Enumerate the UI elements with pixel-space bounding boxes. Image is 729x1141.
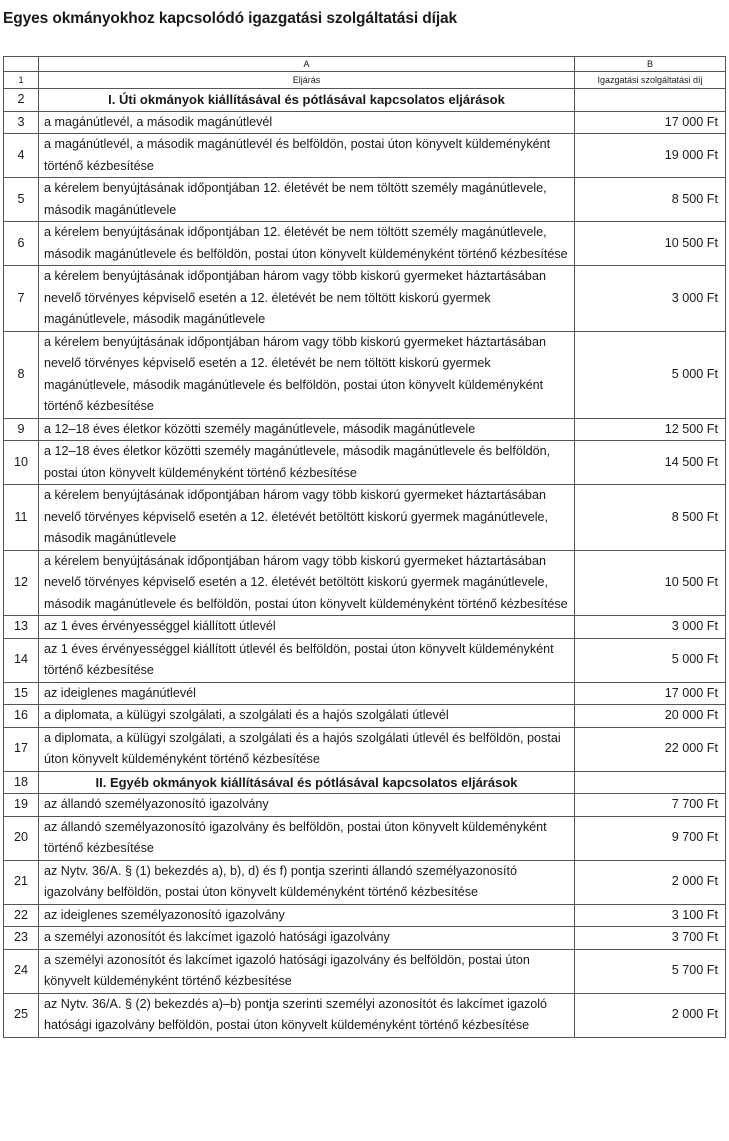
fee-cell: 3 000 Ft — [575, 616, 726, 639]
table-row — [4, 705, 726, 728]
row-number: 16 — [4, 705, 39, 728]
table-row — [4, 927, 726, 950]
fee-cell: 20 000 Ft — [575, 705, 726, 728]
table-row — [4, 550, 726, 616]
table-row — [4, 111, 726, 134]
row-number: 11 — [4, 485, 39, 551]
row-number: 9 — [4, 418, 39, 441]
procedure-cell: a személyi azonosítót és lakcímet igazoló hatósági igazolvány és belföldön, postai úton könyvelt küldeményként történő kézbesítése — [39, 949, 575, 993]
row-number: 14 — [4, 638, 39, 682]
row-number: 13 — [4, 616, 39, 639]
procedure-cell: az 1 éves érvényességgel kiállított útlevél — [39, 616, 575, 639]
row-number: 20 — [4, 816, 39, 860]
fee-cell: 7 700 Ft — [575, 794, 726, 817]
row-number: 18 — [4, 771, 39, 794]
table-row — [4, 485, 726, 551]
fee-cell: 5 700 Ft — [575, 949, 726, 993]
row-number: 2 — [4, 89, 39, 112]
fee-cell: 3 700 Ft — [575, 927, 726, 950]
table-row — [4, 266, 726, 332]
row-number: 17 — [4, 727, 39, 771]
procedure-cell: a kérelem benyújtásának időpontjában 12. életévét be nem töltött személy magánútlevele, második magánútlevele — [39, 178, 575, 222]
procedure-cell: a személyi azonosítót és lakcímet igazoló hatósági igazolvány — [39, 927, 575, 950]
fee-cell: 2 000 Ft — [575, 993, 726, 1037]
procedure-cell: a kérelem benyújtásának időpontjában három vagy több kiskorú gyermeket háztartásában nevelő törvényes képviselő esetén a 12. életévét be nem töltött kiskorú gyermek magánútlevele, második magánútlevele — [39, 266, 575, 332]
row-number: 15 — [4, 682, 39, 705]
table-row — [4, 616, 726, 639]
column-letter-b: B — [575, 57, 726, 72]
fee-cell: 17 000 Ft — [575, 682, 726, 705]
table-row — [4, 418, 726, 441]
fee-cell: 10 500 Ft — [575, 222, 726, 266]
table-row — [4, 178, 726, 222]
table-row — [4, 331, 726, 418]
procedure-cell: a magánútlevél, a második magánútlevél és belföldön, postai úton könyvelt küldeményként történő kézbesítése — [39, 134, 575, 178]
fee-cell: 5 000 Ft — [575, 331, 726, 418]
fee-cell: 17 000 Ft — [575, 111, 726, 134]
table-row — [4, 727, 726, 771]
procedure-cell: az 1 éves érvényességgel kiállított útlevél és belföldön, postai úton könyvelt küldeményként történő kézbesítése — [39, 638, 575, 682]
procedure-cell: II. Egyéb okmányok kiállításával és pótlásával kapcsolatos eljárások — [39, 771, 575, 794]
table-row — [4, 441, 726, 485]
table-row — [4, 134, 726, 178]
section-row — [4, 771, 726, 794]
row-number: 23 — [4, 927, 39, 950]
fee-cell: 8 500 Ft — [575, 485, 726, 551]
table-row — [4, 682, 726, 705]
procedure-cell: a diplomata, a külügyi szolgálati, a szolgálati és a hajós szolgálati útlevél és belföldön, postai úton könyvelt küldeményként történő kézbesítése — [39, 727, 575, 771]
table-row — [4, 860, 726, 904]
procedure-cell: a 12–18 éves életkor közötti személy magánútlevele, második magánútlevele — [39, 418, 575, 441]
section-row — [4, 89, 726, 112]
procedure-cell: a diplomata, a külügyi szolgálati, a szolgálati és a hajós szolgálati útlevél — [39, 705, 575, 728]
header-row-number: 1 — [4, 72, 39, 89]
header-procedure: Eljárás — [39, 72, 575, 89]
fee-cell: 9 700 Ft — [575, 816, 726, 860]
row-number: 22 — [4, 904, 39, 927]
fee-cell: 12 500 Ft — [575, 418, 726, 441]
column-letter-a: A — [39, 57, 575, 72]
header-row — [4, 72, 726, 89]
fee-table — [3, 56, 726, 1038]
row-number: 25 — [4, 993, 39, 1037]
procedure-cell: az Nytv. 36/A. § (1) bekezdés a), b), d) és f) pontja szerinti állandó személyazonosító igazolvány belföldön, postai úton könyvelt küldeményként történő kézbesítése — [39, 860, 575, 904]
row-number: 19 — [4, 794, 39, 817]
procedure-cell: a magánútlevél, a második magánútlevél — [39, 111, 575, 134]
fee-cell: 14 500 Ft — [575, 441, 726, 485]
procedure-cell: I. Úti okmányok kiállításával és pótlásával kapcsolatos eljárások — [39, 89, 575, 112]
fee-cell: 3 100 Ft — [575, 904, 726, 927]
procedure-cell: az állandó személyazonosító igazolvány és belföldön, postai úton könyvelt küldeményként történő kézbesítése — [39, 816, 575, 860]
fee-cell: 22 000 Ft — [575, 727, 726, 771]
fee-cell: 3 000 Ft — [575, 266, 726, 332]
procedure-cell: a kérelem benyújtásának időpontjában három vagy több kiskorú gyermeket háztartásában nevelő törvényes képviselő esetén a 12. életévét be nem töltött kiskorú gyermek magánútlevele, második magánútlevele és belföldön, postai úton könyvelt küldeményként történő kézbesítése — [39, 331, 575, 418]
table-row — [4, 222, 726, 266]
procedure-cell: a 12–18 éves életkor közötti személy magánútlevele, második magánútlevele és belföldön, postai úton könyvelt küldeményként történő kézbesítése — [39, 441, 575, 485]
procedure-cell: az állandó személyazonosító igazolvány — [39, 794, 575, 817]
row-number: 5 — [4, 178, 39, 222]
fee-cell: 19 000 Ft — [575, 134, 726, 178]
table-row — [4, 816, 726, 860]
row-number: 8 — [4, 331, 39, 418]
fee-cell: 5 000 Ft — [575, 638, 726, 682]
row-number: 4 — [4, 134, 39, 178]
row-number: 21 — [4, 860, 39, 904]
column-letter-row — [4, 57, 726, 72]
procedure-cell: az ideiglenes magánútlevél — [39, 682, 575, 705]
corner-cell — [4, 57, 39, 72]
page-title: Egyes okmányokhoz kapcsolódó igazgatási szolgáltatási díjak — [3, 10, 458, 27]
fee-cell — [575, 771, 726, 794]
fee-cell — [575, 89, 726, 112]
table-row — [4, 993, 726, 1037]
row-number: 3 — [4, 111, 39, 134]
row-number: 24 — [4, 949, 39, 993]
fee-cell: 8 500 Ft — [575, 178, 726, 222]
procedure-cell: a kérelem benyújtásának időpontjában három vagy több kiskorú gyermeket háztartásában nevelő törvényes képviselő esetén a 12. életévét betöltött kiskorú gyermek magánútlevele, második magánútlevele — [39, 485, 575, 551]
row-number: 6 — [4, 222, 39, 266]
fee-cell: 10 500 Ft — [575, 550, 726, 616]
row-number: 7 — [4, 266, 39, 332]
table-row — [4, 904, 726, 927]
table-row — [4, 794, 726, 817]
procedure-cell: az ideiglenes személyazonosító igazolvány — [39, 904, 575, 927]
header-fee: Igazgatási szolgáltatási díj — [575, 72, 726, 89]
procedure-cell: a kérelem benyújtásának időpontjában három vagy több kiskorú gyermeket háztartásában nevelő törvényes képviselő esetén a 12. életévét betöltött kiskorú gyermek magánútlevele, második magánútlevele és belföldön, postai úton könyvelt küldeményként történő kézbesítése — [39, 550, 575, 616]
row-number: 10 — [4, 441, 39, 485]
fee-cell: 2 000 Ft — [575, 860, 726, 904]
fee-table-body — [4, 57, 726, 1038]
row-number: 12 — [4, 550, 39, 616]
table-row — [4, 949, 726, 993]
table-row — [4, 638, 726, 682]
procedure-cell: a kérelem benyújtásának időpontjában 12. életévét be nem töltött személy magánútlevele, második magánútlevele és belföldön, postai úton könyvelt küldeményként történő kézbesítése — [39, 222, 575, 266]
procedure-cell: az Nytv. 36/A. § (2) bekezdés a)–b) pontja szerinti személyi azonosítót és lakcímet igazoló hatósági igazolvány belföldön, postai úton könyvelt küldeményként történő kézbesítése — [39, 993, 575, 1037]
